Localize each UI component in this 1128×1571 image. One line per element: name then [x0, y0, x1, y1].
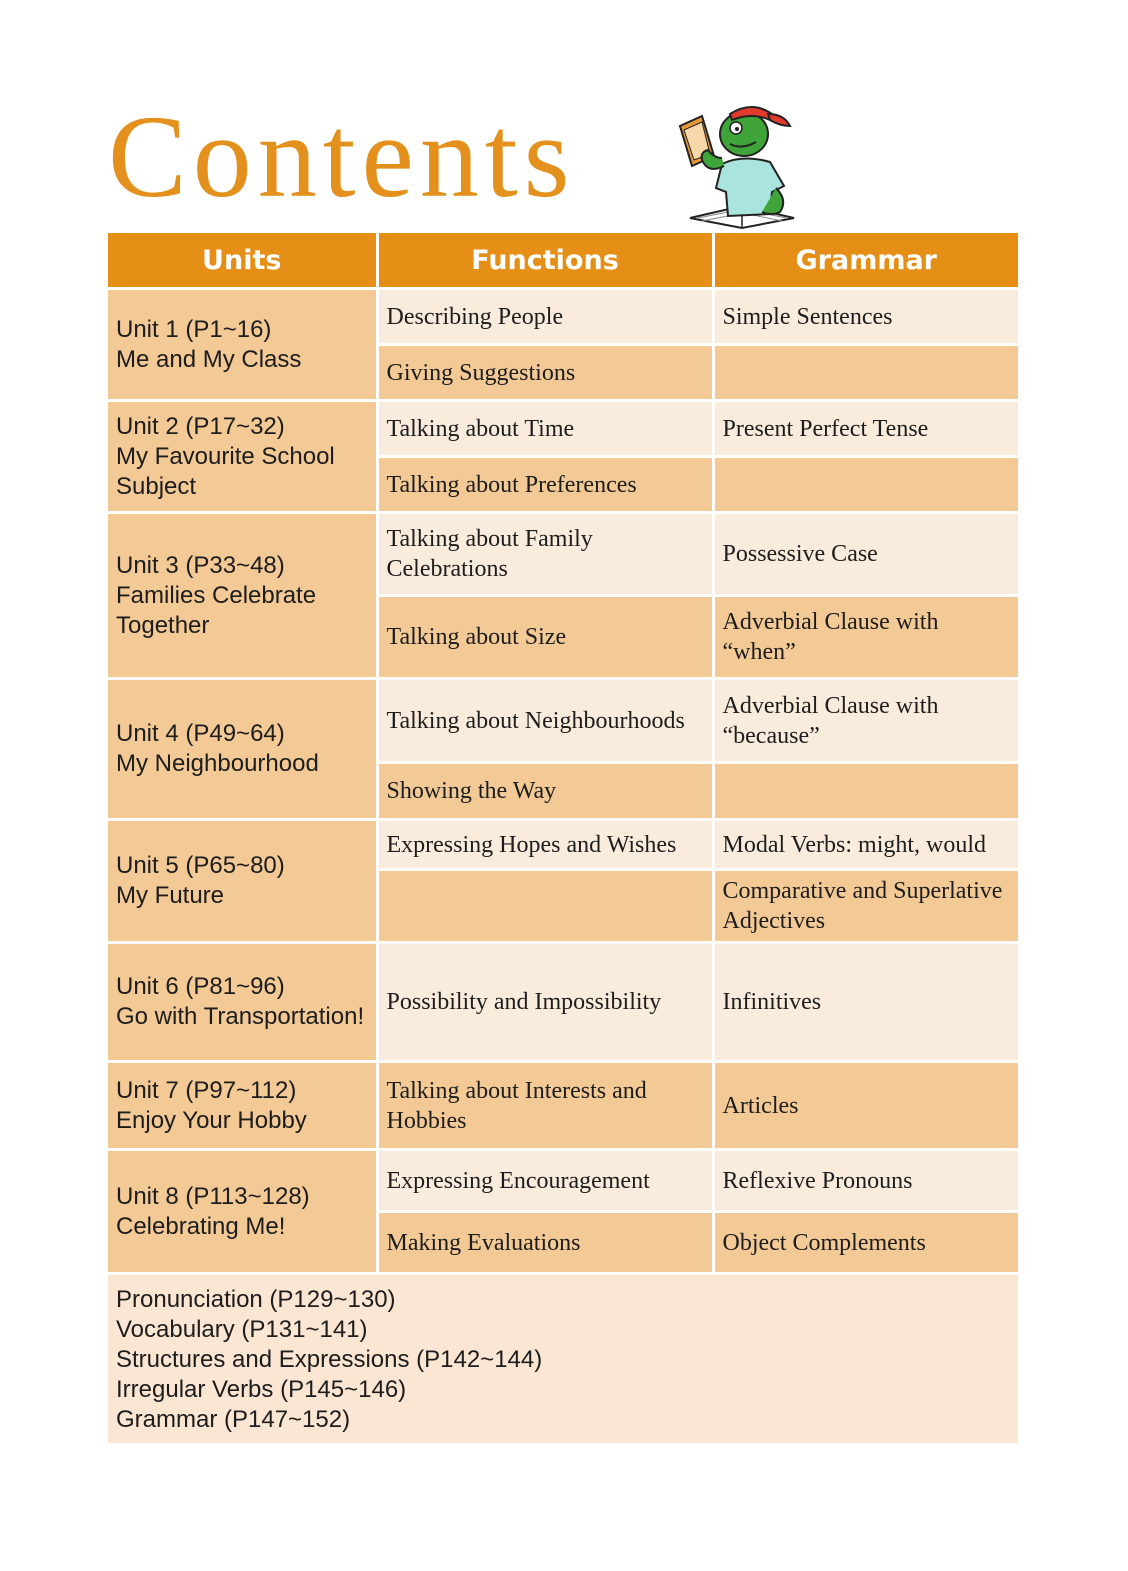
function-cell: Describing People [377, 289, 713, 345]
appendix-item: Grammar (P147~152) [116, 1406, 351, 1433]
appendix-item: Irregular Verbs (P145~146) [116, 1376, 407, 1403]
unit-cell [108, 513, 377, 679]
unit-name: My Neighbourhood [116, 750, 319, 777]
table-row [108, 820, 1018, 870]
appendix-item: Structures and Expressions (P142~144) [116, 1346, 543, 1373]
table-row [108, 679, 1018, 763]
header-grammar: Grammar [713, 233, 1018, 289]
function-cell: Possibility and Impossibility [377, 943, 713, 1062]
grammar-cell: Articles [713, 1062, 1018, 1150]
contents-table [108, 233, 1018, 1275]
grammar-cell: Modal Verbs: might, would [713, 820, 1018, 870]
function-cell: Talking about Preferences [377, 457, 713, 513]
unit-cell [108, 679, 377, 820]
unit-range: Unit 7 (P97~112) [116, 1076, 297, 1104]
grammar-cell: Present Perfect Tense [713, 401, 1018, 457]
grammar-cell: Reflexive Pronouns [713, 1150, 1018, 1212]
unit-range: Unit 8 (P113~128) [116, 1182, 310, 1210]
header-units: Units [108, 233, 377, 289]
unit-cell [108, 1062, 377, 1150]
unit-name: Me and My Class [116, 345, 302, 373]
function-cell: Making Evaluations [377, 1212, 713, 1274]
function-cell: Talking about Interests and Hobbies [377, 1062, 713, 1150]
unit-name: My Future [116, 882, 225, 909]
table-row [108, 943, 1018, 1062]
table-row [108, 401, 1018, 457]
unit-range: Unit 5 (P65~80) [116, 852, 285, 879]
grammar-cell: Comparative and Superlative Adjectives [713, 870, 1018, 943]
mascot-reading-illustration [672, 100, 812, 235]
grammar-cell: Simple Sentences [713, 289, 1018, 345]
grammar-cell [713, 345, 1018, 401]
function-cell: Talking about Neighbourhoods [377, 679, 713, 763]
page-title: Contents [108, 91, 576, 222]
unit-cell [108, 1150, 377, 1274]
grammar-cell [713, 763, 1018, 820]
unit-cell [108, 289, 377, 401]
unit-range: Unit 2 (P17~32) [116, 412, 285, 440]
function-cell: Talking about Time [377, 401, 713, 457]
table-row [108, 1150, 1018, 1212]
grammar-cell: Infinitives [713, 943, 1018, 1062]
unit-range: Unit 1 (P1~16) [116, 315, 272, 343]
grammar-cell: Adverbial Clause with “when” [713, 596, 1018, 679]
table-row [108, 513, 1018, 596]
unit-cell [108, 820, 377, 943]
grammar-cell: Possessive Case [713, 513, 1018, 596]
unit-range: Unit 6 (P81~96) [116, 973, 285, 1000]
grammar-cell: Object Complements [713, 1212, 1018, 1274]
unit-name: My Favourite School Subject [116, 442, 335, 500]
unit-cell [108, 401, 377, 513]
unit-name: Enjoy Your Hobby [116, 1106, 307, 1134]
function-cell: Expressing Hopes and Wishes [377, 820, 713, 870]
function-cell: Giving Suggestions [377, 345, 713, 401]
grammar-cell [713, 457, 1018, 513]
unit-range: Unit 3 (P33~48) [116, 551, 285, 579]
function-cell [377, 870, 713, 943]
function-cell: Talking about Size [377, 596, 713, 679]
appendix-list [108, 1275, 1018, 1443]
function-cell: Expressing Encouragement [377, 1150, 713, 1212]
appendix-item: Vocabulary (P131~141) [116, 1316, 368, 1343]
unit-cell [108, 943, 377, 1062]
grammar-cell: Adverbial Clause with “because” [713, 679, 1018, 763]
unit-name: Families Celebrate Together [116, 581, 317, 639]
appendix-item: Pronunciation (P129~130) [116, 1286, 396, 1313]
function-cell: Showing the Way [377, 763, 713, 820]
function-cell: Talking about Family Celebrations [377, 513, 713, 596]
table-row [108, 1062, 1018, 1150]
unit-name: Go with Transportation! [116, 1003, 365, 1030]
table-row [108, 289, 1018, 345]
unit-range: Unit 4 (P49~64) [116, 720, 285, 747]
unit-name: Celebrating Me! [116, 1212, 286, 1240]
header-functions: Functions [377, 233, 713, 289]
